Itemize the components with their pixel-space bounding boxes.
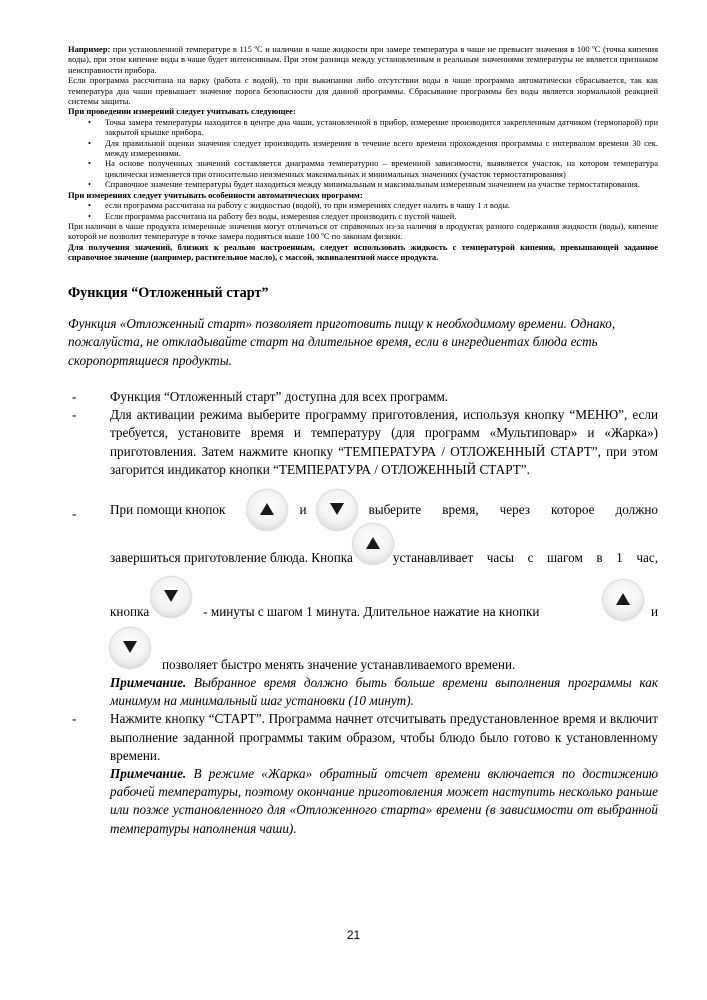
list-dash: - [72, 389, 77, 405]
list-item [68, 388, 658, 406]
item-text: При помощи кнопок [110, 501, 226, 517]
heading-auto-programs-text: При измерениях следует учитывать особенности автоматических программ: [68, 189, 363, 200]
list-item: • Справочное значение температуры будет находиться между минимальным и максимальным измеренным значением на участке термостатирования. [68, 179, 658, 189]
list-item [68, 406, 658, 479]
page-content [68, 44, 658, 838]
note-text: В режиме «Жарка» обратный отсчет времени включается по достижению рабочей температуры, поэтому окончание приготовления может наступить несколько раньше или позже установленного для «Отложенного старта» времени (в зависимости от выбранной температуры наполнения чаши). [110, 766, 658, 836]
paragraph-boiling: Если программа рассчитана на варку (работа с водой), то при выкипании либо отсутствии воды в чаше программа автоматически сбрасывается, так как температура дна чаши превышает значение порога безопасности для данной программы. Сбрасывание программы без воды является нормальной реакцией системы защиты. [68, 75, 658, 107]
item-text: и [650, 603, 658, 619]
note-min-step [110, 674, 658, 710]
note-label: Примечание. [110, 675, 187, 691]
note-frying [110, 765, 658, 838]
list-item: • Для правильной оценки значения следует производить измерения в течение всего времени прохождения программы с интервалом времени 30 сек. между измерениями. [68, 138, 658, 159]
list-item: • если программа рассчитана на работу с жидкостью (водой), то при измерениях следует налить в чашу 1 л воды. [68, 200, 658, 210]
bullet-list-measurements [68, 117, 658, 190]
item-text: выберите время, через которое должно [368, 501, 658, 517]
down-arrow-button-icon[interactable] [317, 490, 357, 530]
paragraph-product: При наличии в чаше продукта измеренные значения могут отличаться от справочных из-за наличия в продуктах разного содержания жидкости (воды), кипение которой не позволит температуре в точке замера подняться выше 100 ºС по законам физики. [68, 220, 658, 242]
item-text: Нажмите кнопку “СТАРТ”. Программа начнет отсчитывать предустановленное время и включит выполнение заданной программы таким образом, чтобы блюдо было готово к установленному времени. [110, 711, 658, 763]
instruction-list [68, 388, 658, 838]
list-dash: - [72, 407, 77, 423]
item-text: Для активации режима выберите программу приготовления, используя кнопку “МЕНЮ”, если требуется, установите время и температуру (для программ «Мультиповар» и «Жарка») приготовления. Затем нажмите кнопку “ТЕМПЕРАТУРА / ОТЛОЖЕННЫЙ СТАРТ”, при этом загорится индикатор кнопки “ТЕМПЕРАТУРА / ОТЛОЖЕННЫЙ СТАРТ”. [110, 407, 658, 477]
item-text: позволяет быстро менять значение устанавливаемого времени. [162, 656, 516, 672]
paragraph-bold-note-text: Для получения значений, близких к реально настроенным, следует использовать жидкость с температурой кипения, превышающей заданное справочное значение (например, растительное масло), с массой, эквивалентной массе продукта. [68, 241, 658, 263]
example-text: при установленной температуре в 115 ºС и наличии в чаше жидкости при замере температура в чаше не превысит значения в 100 ºС (точка кипения воды), при этом кипение воды в чаше будет интенсивным. При этом разница между установленным и реальным значениями температуры не является признаком неисправности прибора. [68, 44, 658, 75]
section-title: Функция “Отложенный старт” [68, 284, 269, 301]
item-text: устанавливает часы с шагом в 1 час, [392, 549, 658, 565]
list-item-buttons [68, 488, 658, 710]
item-text: Функция “Отложенный старт” доступна для всех программ. [110, 389, 449, 405]
item-text: и [299, 501, 307, 517]
item-text: - минуты с шагом 1 минута. Длительное нажатие на кнопки [203, 603, 540, 619]
paragraph-bold-note [68, 242, 658, 263]
page-number: 21 [346, 928, 361, 942]
item-text: завершиться приготовление блюда. Кнопка [110, 549, 353, 565]
list-item: • Если программа рассчитана на работу без воды, измерения следует производить с пустой чашей. [68, 211, 658, 221]
example-label: Например: [68, 44, 111, 54]
note-text: Выбранное время должно быть больше времени выполнения программы как минимум на минимальный шаг установки (10 минут). [110, 675, 658, 709]
list-dash: - [72, 506, 77, 522]
item-text: кнопка [110, 603, 150, 619]
up-arrow-button-icon[interactable] [247, 490, 287, 530]
buttons-line-2 [110, 534, 658, 582]
buttons-line-1 [110, 488, 658, 532]
heading-measurements-text: При проведении измерений следует учитывать следующее: [68, 106, 296, 117]
section-intro: Функция «Отложенный старт» позволяет приготовить пищу к необходимому времени. Однако, пожалуйста, не откладывайте старт на длительное время, если в ингредиентах блюда есть скоропортящиеся продукты. [68, 315, 616, 368]
list-item: • На основе полученных значений составляется диаграмма температурно – временной зависимости, выявляется участок, на котором температура циклически изменяется при относительно неизменных максимальных и минимальных значениях (участок термостатирования) [68, 158, 658, 179]
list-item: • Точка замера температуры находится в центре дна чаши, установленной в прибор, измерение производится закрепленным датчиком (термопарой) при закрытой крышке прибора. [68, 117, 658, 138]
down-arrow-button-icon[interactable] [151, 577, 191, 617]
bullet-list-auto-programs [68, 200, 658, 221]
list-item [68, 710, 658, 837]
heading-auto-programs [68, 190, 658, 200]
heading-measurements [68, 106, 658, 116]
list-dash: - [72, 711, 77, 727]
buttons-line-3 [110, 588, 658, 636]
note-label: Примечание. [110, 766, 187, 782]
paragraph-example [68, 44, 658, 75]
up-arrow-button-icon[interactable] [353, 524, 393, 564]
down-arrow-button-icon[interactable] [110, 628, 150, 668]
up-arrow-button-icon[interactable] [603, 580, 643, 620]
buttons-line-4 [110, 638, 658, 674]
